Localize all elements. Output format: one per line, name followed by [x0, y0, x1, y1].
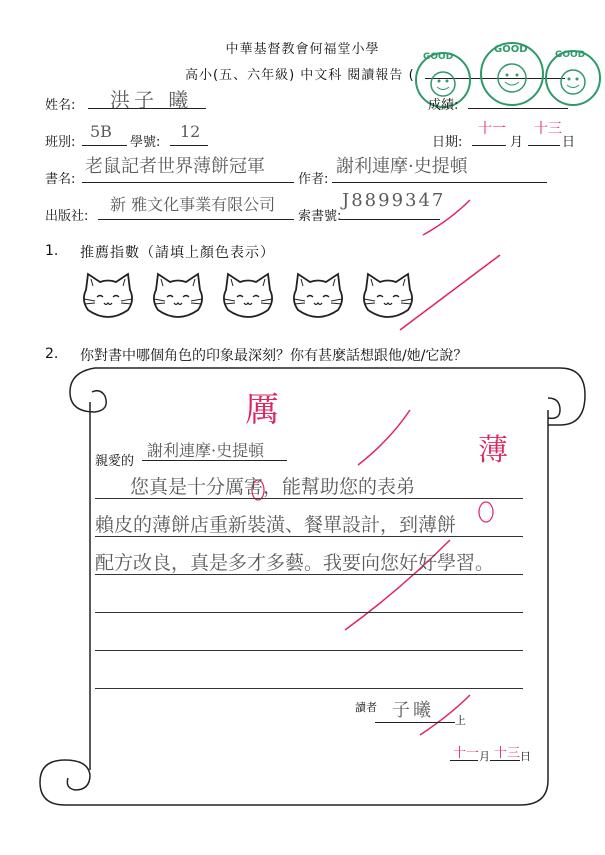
name-value: 洪子 曦: [110, 88, 193, 112]
call-no-label: 索書號:: [298, 209, 342, 224]
publisher-label: 出版社:: [45, 209, 89, 224]
subtitle-paren: (: [408, 68, 415, 83]
letter-date-day-unit: 日: [520, 750, 531, 763]
letter-date-month-unit: 月: [479, 750, 490, 763]
author-value: 謝利連摩·史提頓: [336, 156, 468, 177]
salutation-name: 謝利連摩·史提頓: [147, 441, 265, 460]
reader-name: 子曦: [392, 700, 434, 721]
reader-label: 讀者: [355, 701, 377, 714]
q2-number: 2.: [45, 346, 59, 362]
student-no-value: 12: [180, 122, 201, 141]
reader-line: [375, 722, 455, 723]
letter-date-month: 十一: [453, 746, 480, 761]
ruled-line-3: [95, 574, 523, 575]
letter-date-day-line: [490, 760, 520, 761]
book-title-value: 老鼠記者世界薄餅冠軍: [85, 156, 265, 177]
stamp-good-label: GOOD: [555, 50, 586, 60]
reader-suffix: 上: [455, 714, 466, 727]
ruled-line-1: [95, 498, 523, 499]
date-day-value: 十三: [534, 121, 562, 137]
name-label: 姓名:: [45, 98, 76, 113]
author-label: 作者:: [298, 172, 329, 187]
q2-text: 你對書中哪個角色的印象最深刻？你有甚麼話想跟他/她/它說？: [80, 348, 468, 364]
class-label: 班別:: [45, 135, 76, 150]
ruled-line-6: [95, 688, 523, 689]
letter-date-day: 十三: [494, 746, 521, 761]
letter-date-month-line: [450, 760, 478, 761]
q1-number: 1.: [45, 243, 59, 259]
call-no-value: J8899347: [342, 190, 446, 211]
student-no-label: 學號:: [130, 135, 161, 150]
date-day-unit: 日: [562, 135, 576, 150]
salutation-prefix: 親愛的: [95, 454, 135, 469]
date-month-value: 十一: [478, 121, 506, 137]
score-label: 成績:: [428, 98, 459, 113]
correction-mark: 薄: [478, 433, 508, 468]
ruled-line-5: [95, 650, 523, 651]
stamp-good-label: GOOD: [494, 44, 528, 55]
publisher-value: 新 雅文化事業有限公司: [110, 195, 276, 214]
stamp-good-label: GOOD: [423, 52, 454, 62]
salutation-line: [142, 460, 287, 461]
date-month-unit: 月: [510, 135, 524, 150]
ruled-line-4: [95, 612, 523, 613]
q1-text: 推薦指數（請填上顏色表示）: [80, 245, 275, 261]
ruled-line-2: [95, 536, 523, 537]
subtitle-text: 高小(五、六年級) 中文科 閱讀報告: [185, 68, 404, 83]
book-label: 書名:: [45, 172, 76, 187]
date-label: 日期:: [432, 135, 463, 150]
class-value: 5B: [90, 122, 112, 141]
letter-line-3: 配方改良，真是多才多藝。我要向您好好學習。: [95, 552, 495, 574]
letter-line-1: 您真是十分厲害，能幫助您的表弟: [130, 476, 416, 498]
school-name: 中華基督教會何福堂小學: [225, 42, 380, 57]
letter-line-2: 賴皮的薄餅店重新裝潢、餐單設計，到薄餅: [95, 514, 457, 536]
teacher-mark: 厲: [245, 390, 279, 430]
